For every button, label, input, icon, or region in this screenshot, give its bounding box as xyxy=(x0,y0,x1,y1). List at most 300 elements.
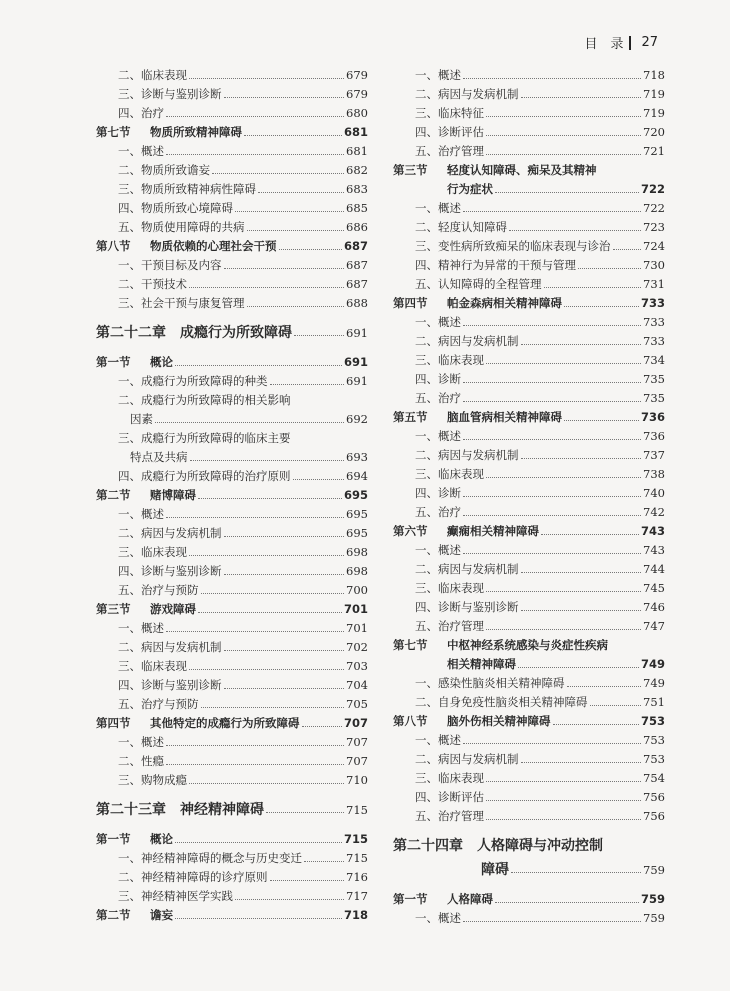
dot-leader xyxy=(189,555,344,556)
dot-leader xyxy=(224,536,345,537)
toc-entry-label xyxy=(96,600,196,619)
toc-entry-label xyxy=(393,275,542,294)
toc-entry-title: 五、认知障碍的全程管理 xyxy=(415,277,542,291)
toc-entry-label xyxy=(96,714,300,733)
toc-item[interactable] xyxy=(393,598,665,617)
toc-page-number: 705 xyxy=(346,697,368,711)
toc-item[interactable] xyxy=(96,294,368,313)
toc-entry-label xyxy=(96,562,222,581)
toc-entry-label xyxy=(393,617,484,636)
toc-entry-label xyxy=(393,161,597,180)
toc-entry-title: 三、临床特征 xyxy=(415,106,484,120)
toc-entry-number: 第二十四章 xyxy=(393,838,463,854)
toc-chapter-entry[interactable] xyxy=(393,858,665,882)
toc-item[interactable] xyxy=(96,695,368,714)
toc-entry-title: 二、轻度认知障碍 xyxy=(415,220,507,234)
toc-entry-title: 四、成瘾行为所致障碍的治疗原则 xyxy=(118,469,291,483)
toc-entry-label xyxy=(393,693,588,712)
toc-item[interactable] xyxy=(96,410,368,429)
toc-entry-number: 第一节 xyxy=(96,832,131,846)
toc-entry-label xyxy=(96,771,187,790)
toc-page-number: 695 xyxy=(346,507,368,521)
toc-page-number: 715 xyxy=(346,851,368,865)
dot-leader xyxy=(463,78,641,79)
toc-item[interactable] xyxy=(96,752,368,771)
toc-entry-label xyxy=(393,750,519,769)
dot-leader xyxy=(486,363,641,364)
dot-leader xyxy=(567,686,642,687)
toc-entry-label xyxy=(393,484,461,503)
toc-item[interactable] xyxy=(96,161,368,180)
toc-item[interactable] xyxy=(393,788,665,807)
toc-entry-label xyxy=(96,524,222,543)
toc-entry-label xyxy=(393,313,461,332)
toc-entry-number: 第一节 xyxy=(96,355,131,369)
dot-leader xyxy=(521,344,642,345)
toc-page-number: 698 xyxy=(346,545,368,559)
toc-page-number: 715 xyxy=(343,832,368,846)
toc-entry-title: 三、社会干预与康复管理 xyxy=(118,296,245,310)
dot-leader xyxy=(486,819,641,820)
toc-entry-title: 谵妄 xyxy=(150,908,173,922)
toc-section-entry[interactable] xyxy=(96,906,368,925)
toc-page-number: 733 xyxy=(643,315,665,329)
toc-entry-title: 三、购物成瘾 xyxy=(118,773,187,787)
dot-leader xyxy=(486,154,641,155)
toc-page-number: 740 xyxy=(643,486,665,500)
header-title: 目 录 xyxy=(584,37,624,52)
toc-page-number: 722 xyxy=(643,201,665,215)
toc-entry-label xyxy=(393,788,484,807)
toc-entry-label xyxy=(96,505,164,524)
toc-item[interactable] xyxy=(96,85,368,104)
toc-page-number: 679 xyxy=(346,68,368,82)
toc-entry-title: 二、病因与发病机制 xyxy=(415,87,519,101)
dot-leader xyxy=(279,249,342,250)
toc-item[interactable] xyxy=(96,66,368,85)
toc-section-entry[interactable] xyxy=(393,522,665,541)
toc-entry-label xyxy=(96,676,222,695)
toc-page-number: 721 xyxy=(643,144,665,158)
toc-item[interactable] xyxy=(96,676,368,695)
toc-entry-title: 五、物质使用障碍的共病 xyxy=(118,220,245,234)
toc-entry-title: 五、治疗 xyxy=(415,505,461,519)
toc-item[interactable] xyxy=(393,579,665,598)
toc-page-number: 733 xyxy=(643,334,665,348)
toc-page-number: 749 xyxy=(643,676,665,690)
toc-page-number: 735 xyxy=(643,372,665,386)
toc-item[interactable] xyxy=(393,674,665,693)
toc-item[interactable] xyxy=(393,332,665,351)
dot-leader xyxy=(463,211,641,212)
toc-item[interactable] xyxy=(393,909,665,928)
toc-item[interactable] xyxy=(393,104,665,123)
toc-item[interactable] xyxy=(393,313,665,332)
dot-leader xyxy=(463,382,641,383)
toc-item[interactable] xyxy=(393,85,665,104)
toc-entry-label xyxy=(96,695,199,714)
toc-page-number: 759 xyxy=(640,892,665,906)
dot-leader xyxy=(224,574,345,575)
dot-leader xyxy=(590,705,642,706)
toc-entry-label xyxy=(393,579,484,598)
toc-entry-title: 三、临床表现 xyxy=(118,659,187,673)
toc-entry-title: 二、物质所致谵妄 xyxy=(118,163,210,177)
toc-page-number: 735 xyxy=(643,391,665,405)
toc-entry-label xyxy=(96,581,199,600)
toc-item[interactable] xyxy=(96,771,368,790)
toc-entry-title: 游戏障碍 xyxy=(150,602,196,616)
toc-entry-title: 四、诊断与鉴别诊断 xyxy=(118,678,222,692)
toc-item[interactable] xyxy=(96,868,368,887)
toc-entry-label xyxy=(393,66,461,85)
toc-page-number: 753 xyxy=(643,733,665,747)
dot-leader xyxy=(175,842,342,843)
toc-page-number: 680 xyxy=(346,106,368,120)
toc-entry-title: 其他特定的成瘾行为所致障碍 xyxy=(150,716,300,730)
toc-page-number: 716 xyxy=(346,870,368,884)
toc-entry-title: 二、病因与发病机制 xyxy=(415,334,519,348)
toc-section-entry[interactable] xyxy=(96,123,368,142)
toc-entry-title: 一、感染性脑炎相关精神障碍 xyxy=(415,676,565,690)
toc-entry-number: 第二十二章 xyxy=(96,325,166,341)
toc-item[interactable] xyxy=(96,218,368,237)
toc-item[interactable] xyxy=(96,199,368,218)
toc-item[interactable] xyxy=(96,142,368,161)
toc-section-entry[interactable] xyxy=(393,408,665,427)
toc-page-number: 700 xyxy=(346,583,368,597)
toc-item[interactable] xyxy=(96,448,368,467)
toc-page-number: 743 xyxy=(643,543,665,557)
toc-entry-label xyxy=(96,429,291,448)
toc-section-entry[interactable] xyxy=(393,712,665,731)
toc-section-entry[interactable] xyxy=(393,294,665,313)
toc-item[interactable] xyxy=(393,446,665,465)
toc-item[interactable] xyxy=(96,887,368,906)
toc-entry-title: 二、性瘾 xyxy=(118,754,164,768)
toc-page-number: 723 xyxy=(643,220,665,234)
toc-entry-title: 四、物质所致心境障碍 xyxy=(118,201,233,215)
toc-item[interactable] xyxy=(96,543,368,562)
toc-section-entry[interactable] xyxy=(96,237,368,256)
toc-entry-title: 因素 xyxy=(130,412,153,426)
toc-section-entry[interactable] xyxy=(393,180,665,199)
toc-entry-title: 三、变性病所致痴呆的临床表现与诊治 xyxy=(415,239,611,253)
toc-item[interactable] xyxy=(96,391,368,410)
toc-item[interactable] xyxy=(96,505,368,524)
toc-page-number: 718 xyxy=(343,908,368,922)
dot-leader xyxy=(613,249,642,250)
toc-entry-label xyxy=(393,712,551,731)
toc-item[interactable] xyxy=(393,731,665,750)
toc-page-number: 688 xyxy=(346,296,368,310)
toc-section-entry[interactable] xyxy=(393,636,665,655)
toc-entry-title: 一、概述 xyxy=(415,315,461,329)
toc-item[interactable] xyxy=(393,617,665,636)
dot-leader xyxy=(235,899,344,900)
dot-leader xyxy=(166,631,344,632)
dot-leader xyxy=(166,116,344,117)
toc-entry-title: 帕金森病相关精神障碍 xyxy=(447,296,562,310)
toc-page-number: 704 xyxy=(346,678,368,692)
toc-item[interactable] xyxy=(393,275,665,294)
dot-leader xyxy=(486,116,641,117)
toc-chapter-entry[interactable] xyxy=(96,321,368,345)
dot-leader xyxy=(521,458,642,459)
toc-entry-number: 第七节 xyxy=(96,125,131,139)
toc-entry-title: 三、临床表现 xyxy=(415,581,484,595)
toc-item[interactable] xyxy=(393,66,665,85)
toc-item[interactable] xyxy=(393,693,665,712)
toc-entry-label xyxy=(393,123,484,142)
toc-item[interactable] xyxy=(393,351,665,370)
toc-section-entry[interactable] xyxy=(96,830,368,849)
toc-entry-label xyxy=(393,465,484,484)
toc-item[interactable] xyxy=(393,199,665,218)
toc-entry-label xyxy=(393,104,484,123)
toc-item[interactable] xyxy=(96,849,368,868)
toc-section-entry[interactable] xyxy=(96,714,368,733)
toc-item[interactable] xyxy=(96,581,368,600)
toc-item[interactable] xyxy=(393,560,665,579)
toc-section-entry[interactable] xyxy=(96,486,368,505)
toc-page-number: 710 xyxy=(346,773,368,787)
toc-entry-number: 第一节 xyxy=(393,892,428,906)
toc-chapter-entry[interactable] xyxy=(393,834,665,858)
toc-entry-title: 四、精神行为异常的干预与管理 xyxy=(415,258,576,272)
toc-entry-label xyxy=(393,294,562,313)
toc-entry-label xyxy=(96,798,264,822)
toc-item[interactable] xyxy=(393,427,665,446)
toc-item[interactable] xyxy=(96,524,368,543)
toc-entry-label xyxy=(96,543,187,562)
toc-entry-label xyxy=(96,657,187,676)
toc-entry-title: 一、神经精神障碍的概念与历史变迁 xyxy=(118,851,302,865)
dot-leader xyxy=(293,479,345,480)
toc-entry-number: 第八节 xyxy=(393,714,428,728)
toc-page-number: 747 xyxy=(643,619,665,633)
toc-page-number: 691 xyxy=(343,355,368,369)
toc-page-number: 679 xyxy=(346,87,368,101)
dot-leader xyxy=(166,517,344,518)
toc-page-number: 730 xyxy=(643,258,665,272)
toc-item[interactable] xyxy=(96,256,368,275)
toc-entry-title: 三、临床表现 xyxy=(118,545,187,559)
toc-item[interactable] xyxy=(393,769,665,788)
dot-leader xyxy=(544,287,642,288)
toc-chapter-entry[interactable] xyxy=(96,798,368,822)
toc-entry-label xyxy=(393,503,461,522)
toc-page-number: 691 xyxy=(346,374,368,388)
toc-entry-title: 一、干预目标及内容 xyxy=(118,258,222,272)
toc-entry-title: 二、病因与发病机制 xyxy=(118,526,222,540)
dot-leader xyxy=(247,306,345,307)
toc-entry-title: 中枢神经系统感染与炎症性疾病 xyxy=(447,638,608,652)
toc-entry-label xyxy=(393,446,519,465)
toc-entry-label xyxy=(393,370,461,389)
toc-item[interactable] xyxy=(393,237,665,256)
toc-entry-title: 五、治疗 xyxy=(415,391,461,405)
toc-entry-label xyxy=(96,638,222,657)
toc-page-number: 717 xyxy=(346,889,368,903)
toc-page-number: 681 xyxy=(346,144,368,158)
toc-entry-title: 四、诊断 xyxy=(415,372,461,386)
toc-entry-title: 二、病因与发病机制 xyxy=(118,640,222,654)
toc-entry-label xyxy=(393,427,461,446)
toc-item[interactable] xyxy=(96,733,368,752)
dot-leader xyxy=(175,365,342,366)
toc-entry-number: 第四节 xyxy=(393,296,428,310)
toc-entry-number: 第二节 xyxy=(96,488,131,502)
dot-leader xyxy=(495,902,639,903)
toc-entry-title: 一、概述 xyxy=(118,507,164,521)
dot-leader xyxy=(198,498,342,499)
dot-leader xyxy=(224,268,345,269)
dot-leader xyxy=(270,880,345,881)
toc-entry-label xyxy=(96,410,153,429)
dot-leader xyxy=(521,572,642,573)
toc-entry-label xyxy=(393,218,507,237)
toc-entry-label xyxy=(96,321,292,345)
toc-entry-label xyxy=(393,389,461,408)
toc-section-entry[interactable] xyxy=(393,655,665,674)
toc-item[interactable] xyxy=(393,541,665,560)
toc-entry-title: 人格障碍与冲动控制 xyxy=(477,838,603,854)
toc-entry-title: 一、概述 xyxy=(118,144,164,158)
toc-item[interactable] xyxy=(393,503,665,522)
toc-entry-title: 一、概述 xyxy=(415,68,461,82)
toc-entry-title: 三、临床表现 xyxy=(415,353,484,367)
toc-entry-title: 五、治疗管理 xyxy=(415,144,484,158)
toc-item[interactable] xyxy=(393,750,665,769)
toc-entry-label xyxy=(96,85,222,104)
toc-page-number: 687 xyxy=(346,277,368,291)
toc-item[interactable] xyxy=(96,104,368,123)
dot-leader xyxy=(198,612,342,613)
toc-entry-label xyxy=(96,161,210,180)
toc-item[interactable] xyxy=(96,619,368,638)
toc-entry-label xyxy=(96,752,164,771)
toc-item[interactable] xyxy=(96,275,368,294)
toc-entry-label xyxy=(96,237,277,256)
toc-entry-title: 一、概述 xyxy=(415,201,461,215)
dot-leader xyxy=(578,268,641,269)
toc-entry-label xyxy=(393,890,493,909)
toc-item[interactable] xyxy=(393,389,665,408)
toc-page-number: 695 xyxy=(346,526,368,540)
toc-item[interactable] xyxy=(393,370,665,389)
toc-page-number: 745 xyxy=(643,581,665,595)
toc-item[interactable] xyxy=(393,807,665,826)
toc-entry-number: 第六节 xyxy=(393,524,428,538)
toc-page-number: 759 xyxy=(643,863,665,877)
toc-item[interactable] xyxy=(96,372,368,391)
toc-entry-label xyxy=(96,887,233,906)
toc-item[interactable] xyxy=(393,465,665,484)
toc-entry-label xyxy=(96,353,173,372)
dot-leader xyxy=(564,306,639,307)
toc-page-number: 692 xyxy=(346,412,368,426)
toc-entry-title: 二、干预技术 xyxy=(118,277,187,291)
dot-leader xyxy=(486,800,641,801)
toc-section-entry[interactable] xyxy=(393,161,665,180)
toc-entry-title: 三、诊断与鉴别诊断 xyxy=(118,87,222,101)
toc-entry-title: 概论 xyxy=(150,832,173,846)
toc-entry-label xyxy=(96,733,164,752)
toc-page-number: 720 xyxy=(643,125,665,139)
toc-section-entry[interactable] xyxy=(96,353,368,372)
toc-page-number: 734 xyxy=(643,353,665,367)
toc-entry-label xyxy=(393,807,484,826)
running-header xyxy=(584,33,658,52)
toc-item[interactable] xyxy=(96,429,368,448)
toc-item[interactable] xyxy=(393,218,665,237)
toc-item[interactable] xyxy=(96,638,368,657)
dot-leader xyxy=(224,688,345,689)
toc-entry-number: 第三节 xyxy=(96,602,131,616)
toc-entry-title: 人格障碍 xyxy=(447,892,493,906)
toc-page-number: 685 xyxy=(346,201,368,215)
toc-page-number: 707 xyxy=(346,754,368,768)
toc-page-number: 749 xyxy=(640,657,665,671)
toc-entry-title: 四、治疗 xyxy=(118,106,164,120)
toc-page-number: 702 xyxy=(346,640,368,654)
dot-leader xyxy=(266,812,344,813)
dot-leader xyxy=(521,762,642,763)
toc-entry-label xyxy=(393,655,516,674)
toc-item[interactable] xyxy=(393,123,665,142)
toc-item[interactable] xyxy=(96,657,368,676)
toc-section-entry[interactable] xyxy=(393,890,665,909)
toc-item[interactable] xyxy=(393,484,665,503)
dot-leader xyxy=(224,97,345,98)
toc-page-number: 733 xyxy=(640,296,665,310)
toc-item[interactable] xyxy=(96,180,368,199)
toc-section-entry[interactable] xyxy=(96,600,368,619)
toc-entry-label xyxy=(96,486,196,505)
toc-entry-label xyxy=(96,199,233,218)
toc-page-number: 701 xyxy=(343,602,368,616)
toc-entry-label xyxy=(96,294,245,313)
toc-entry-label xyxy=(393,560,519,579)
dot-leader xyxy=(201,593,345,594)
toc-entry-title: 概论 xyxy=(150,355,173,369)
toc-entry-title: 赌博障碍 xyxy=(150,488,196,502)
toc-page-number: 687 xyxy=(346,258,368,272)
toc-entry-label xyxy=(393,199,461,218)
page-number: 27 xyxy=(641,35,658,50)
dot-leader xyxy=(541,534,639,535)
toc-entry-title: 四、诊断与鉴别诊断 xyxy=(415,600,519,614)
toc-item[interactable] xyxy=(96,467,368,486)
toc-item[interactable] xyxy=(96,562,368,581)
toc-entry-title: 行为症状 xyxy=(447,182,493,196)
toc-page-number: 707 xyxy=(346,735,368,749)
toc-page-number: 753 xyxy=(640,714,665,728)
toc-item[interactable] xyxy=(393,142,665,161)
toc-page-number: 698 xyxy=(346,564,368,578)
toc-entry-label xyxy=(393,408,562,427)
toc-page-number: 682 xyxy=(346,163,368,177)
toc-entry-label xyxy=(393,598,519,617)
toc-entry-number: 第五节 xyxy=(393,410,428,424)
toc-item[interactable] xyxy=(393,256,665,275)
toc-page-number: 707 xyxy=(343,716,368,730)
toc-entry-label xyxy=(96,123,242,142)
toc-entry-label xyxy=(393,85,519,104)
toc-entry-title: 二、神经精神障碍的诊疗原则 xyxy=(118,870,268,884)
toc-page-number: 691 xyxy=(346,326,368,340)
